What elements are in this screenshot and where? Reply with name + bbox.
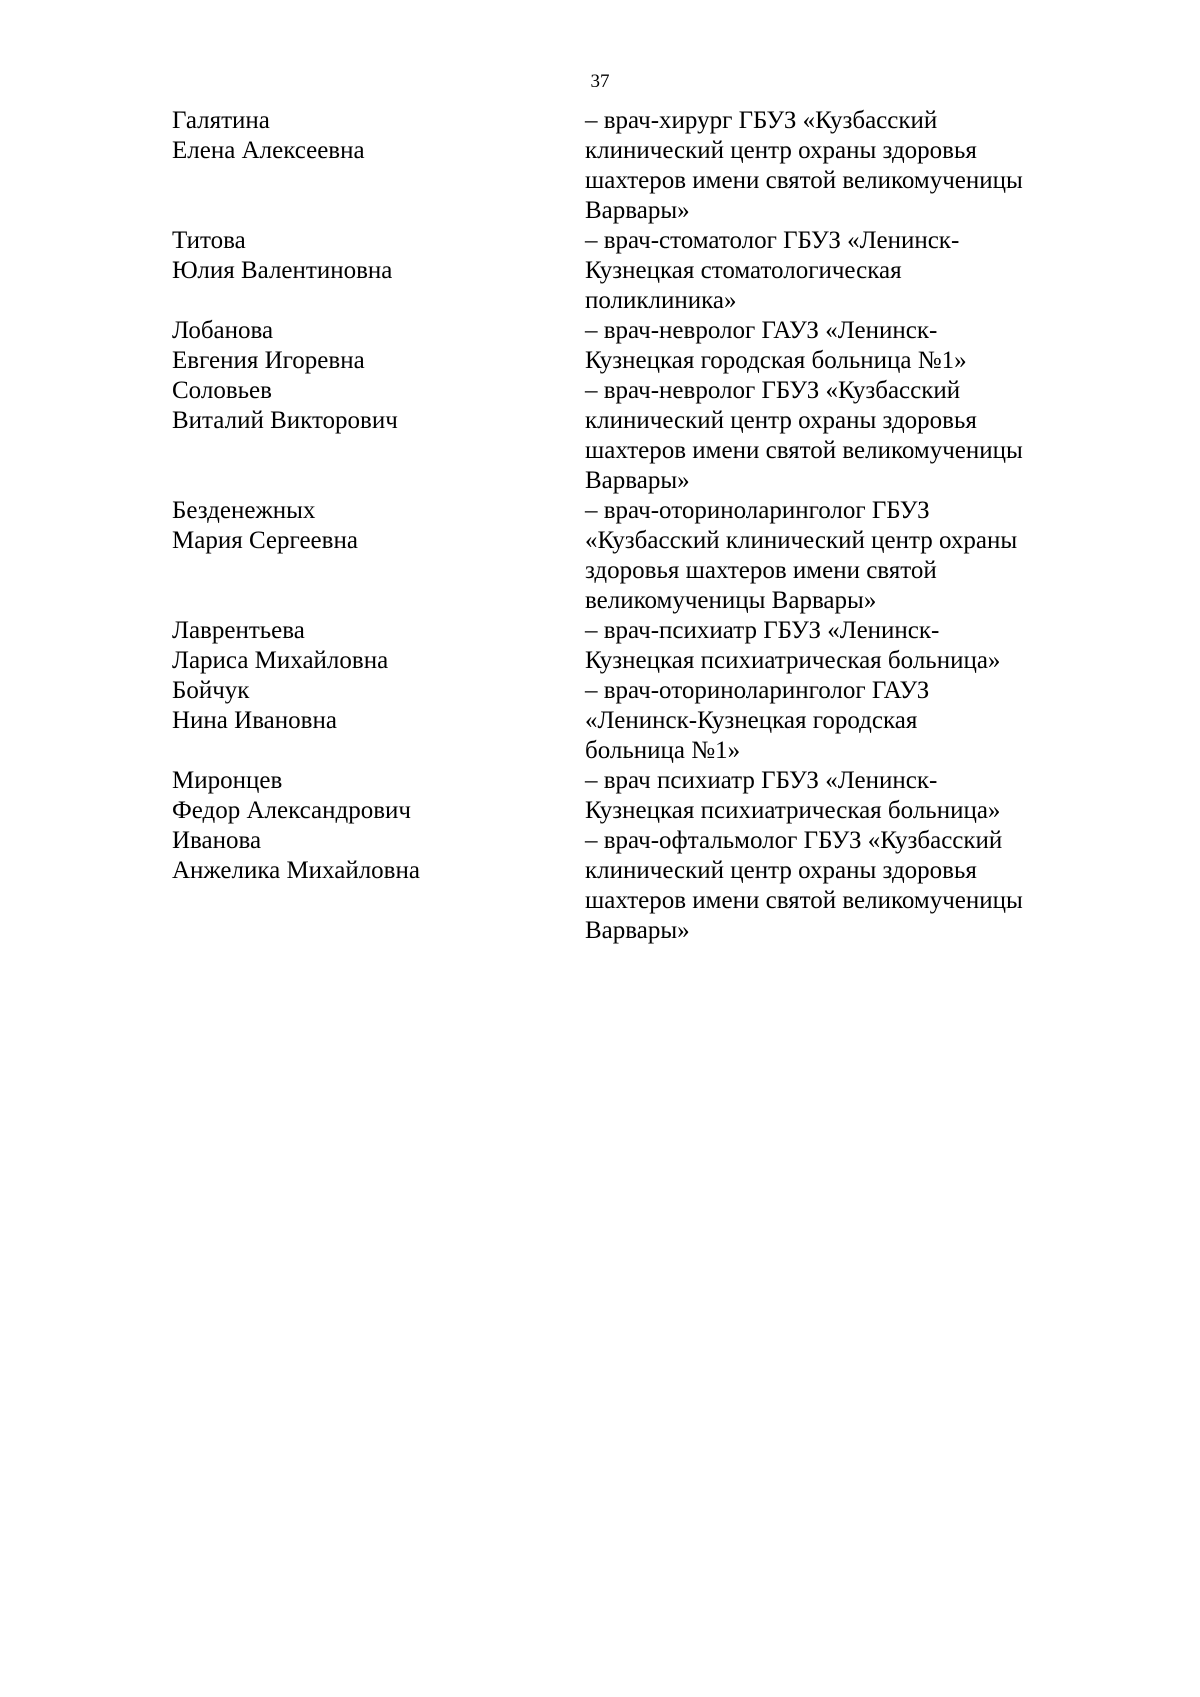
person-name: Безденежных Мария Сергеевна [172, 497, 358, 554]
list-item [0, 616, 1200, 676]
person-name: Лобанова Евгения Игоревна [172, 317, 365, 374]
list-item [0, 496, 1200, 616]
person-name: Галятина Елена Алексеевна [172, 107, 365, 164]
person-position: – врач-оториноларинголог ГБУЗ «Кузбасский клинический центр охраны здоровья шахтеров имени святой великомученицы Варвары» [585, 497, 1018, 614]
person-name: Бойчук Нина Ивановна [172, 677, 337, 734]
list-item [0, 376, 1200, 496]
specialist-list [0, 106, 1200, 946]
person-position: – врач психиатр ГБУЗ «Ленинск- Кузнецкая психиатрическая больница» [585, 767, 1001, 824]
list-item [0, 826, 1200, 946]
person-position: – врач-невролог ГБУЗ «Кузбасский клинический центр охраны здоровья шахтеров имени святой великомученицы Варвары» [585, 377, 1023, 494]
list-item [0, 226, 1200, 316]
list-item [0, 676, 1200, 766]
person-position: – врач-стоматолог ГБУЗ «Ленинск- Кузнецкая стоматологическая поликлиника» [585, 227, 960, 314]
page-number: 37 [590, 71, 610, 92]
person-name: Иванова Анжелика Михайловна [172, 827, 420, 884]
person-position: – врач-офтальмолог ГБУЗ «Кузбасский клинический центр охраны здоровья шахтеров имени святой великомученицы Варвары» [585, 827, 1023, 944]
person-name: Титова Юлия Валентиновна [172, 227, 393, 284]
person-name: Соловьев Виталий Викторович [172, 377, 398, 434]
person-position: – врач-хирург ГБУЗ «Кузбасский клинический центр охраны здоровья шахтеров имени святой великомученицы Варвары» [585, 107, 1023, 224]
person-position: – врач-невролог ГАУЗ «Ленинск- Кузнецкая городская больница №1» [585, 317, 967, 374]
list-item [0, 106, 1200, 226]
person-name: Миронцев Федор Александрович [172, 767, 411, 824]
person-position: – врач-оториноларинголог ГАУЗ «Ленинск-Кузнецкая городская больница №1» [585, 677, 930, 764]
list-item [0, 766, 1200, 826]
person-position: – врач-психиатр ГБУЗ «Ленинск- Кузнецкая психиатрическая больница» [585, 617, 1001, 674]
list-item [0, 316, 1200, 376]
person-name: Лаврентьева Лариса Михайловна [172, 617, 389, 674]
